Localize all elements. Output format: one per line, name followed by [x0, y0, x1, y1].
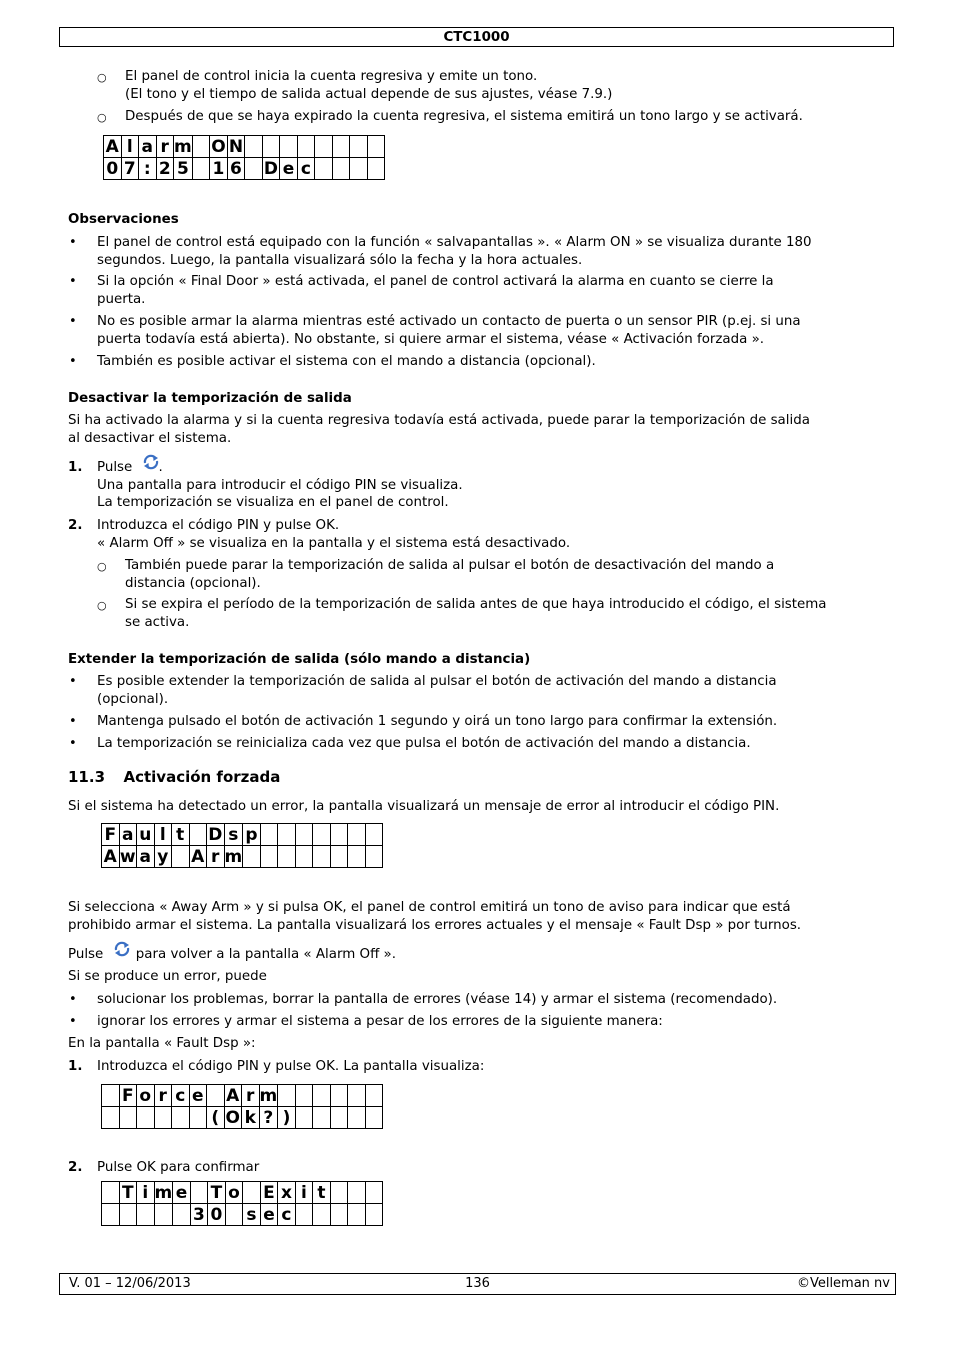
document-footer [59, 1273, 896, 1295]
step-item: Pulse . Una pantalla para introducir el código PIN se visualiza. La temporización se visualiza en el panel de control. [97, 460, 463, 510]
lcd-row: F o r c e A r m [102, 1085, 383, 1107]
list-item: La temporización se reinicializa cada vez que pulsa el botón de activación del mando a distancia. [97, 736, 751, 751]
circle-bullet: ○ [97, 111, 107, 124]
circle-bullet: ○ [97, 71, 107, 84]
list-item: Mantenga pulsado el botón de activación 1 segundo y oirá un tono largo para confirmar la extensión. [97, 714, 778, 729]
circle-bullet: ○ [97, 599, 107, 612]
footer-page-number: 136 [465, 1276, 490, 1291]
lcd-row: 3 0 s e c [102, 1204, 383, 1226]
step-number: 2. [68, 518, 83, 533]
sync-arrows-icon [142, 454, 160, 470]
lcd-display-alarm-on [103, 135, 385, 180]
list-item: No es posible armar la alarma mientras esté activado un contacto de puerta o un sensor PIR (p.ej. si una puerta todavía está abierta). No obstante, si quiere armar el sistema, véase « Activación forzada ». [97, 314, 801, 347]
section-heading-extender: Extender la temporización de salida (sólo mando a distancia) [68, 652, 531, 667]
footer-version: V. 01 – 12/06/2013 [69, 1276, 191, 1291]
list-item: Es posible extender la temporización de salida al pulsar el botón de activación del mando a distancia (opcional). [97, 674, 777, 707]
lcd-row: A l a r m O N [104, 136, 385, 158]
paragraph: En la pantalla « Fault Dsp »: [68, 1036, 256, 1051]
section-title-activacion-forzada: 11.3 Activación forzada [68, 768, 281, 786]
list-item: Después de que se haya expirado la cuenta regresiva, el sistema emitirá un tono largo y se activará. [125, 109, 803, 124]
bullet: • [69, 674, 77, 689]
paragraph: Pulse para volver a la pantalla « Alarm Off ». [68, 947, 397, 962]
bullet: • [69, 714, 77, 729]
section-heading-desactivar: Desactivar la temporización de salida [68, 391, 352, 406]
bullet: • [69, 736, 77, 751]
lcd-row: A w a y A r m [102, 846, 383, 868]
lcd-row: ( O k ? ) [102, 1107, 383, 1129]
step-item: Introduzca el código PIN y pulse OK. La pantalla visualiza: [97, 1059, 485, 1074]
step-number: 2. [68, 1160, 83, 1175]
circle-bullet: ○ [97, 560, 107, 573]
section-heading-observaciones: Observaciones [68, 212, 179, 227]
lcd-display-fault-dsp [101, 823, 383, 868]
document-title: CTC1000 [443, 30, 510, 45]
list-item: Si la opción « Final Door » está activada, el panel de control activará la alarma en cuanto se cierre la puerta. [97, 274, 774, 307]
list-item: Si se expira el período de la temporización de salida antes de que haya introducido el código, el sistema se activa. [125, 597, 827, 630]
bullet: • [69, 1014, 77, 1029]
bullet: • [69, 235, 77, 250]
list-item: El panel de control inicia la cuenta regresiva y emite un tono. (El tono y el tiempo de salida actual depende de sus ajustes, véase 7.9.) [125, 69, 613, 102]
document-header [59, 27, 894, 47]
lcd-row: 0 7 : 2 5 1 6 D e c [104, 158, 385, 180]
lcd-row: F a u l t D s p [102, 824, 383, 846]
step-number: 1. [68, 460, 83, 475]
list-item: También es posible activar el sistema con el mando a distancia (opcional). [97, 354, 596, 369]
bullet: • [69, 314, 77, 329]
paragraph: Si se produce un error, puede [68, 969, 267, 984]
step-item: Introduzca el código PIN y pulse OK. « Alarm Off » se visualiza en la pantalla y el sistema está desactivado. [97, 518, 571, 551]
lcd-display-time-to-exit [101, 1181, 383, 1226]
footer-company: ©Velleman nv [796, 1276, 890, 1291]
step-item: Pulse OK para confirmar [97, 1160, 260, 1175]
paragraph: Si selecciona « Away Arm » y si pulsa OK, el panel de control emitirá un tono de aviso para indicar que está prohibido armar el sistema. La pantalla visualizará los errores actuales y el mensaje « Fault Dsp » por turnos. [68, 900, 802, 933]
sync-arrows-icon [113, 941, 131, 957]
bullet: • [69, 274, 77, 289]
list-item: También puede parar la temporización de salida al pulsar el botón de desactivación del mando a distancia (opcional). [125, 558, 775, 591]
list-item: ignorar los errores y armar el sistema a pesar de los errores de la siguiente manera: [97, 1014, 663, 1029]
lcd-display-force-arm [101, 1084, 383, 1129]
step-number: 1. [68, 1059, 83, 1074]
bullet: • [69, 992, 77, 1007]
paragraph: Si el sistema ha detectado un error, la pantalla visualizará un mensaje de error al introducir el código PIN. [68, 799, 780, 814]
paragraph: Si ha activado la alarma y si la cuenta regresiva todavía está activada, puede parar la temporización de salida al desactivar el sistema. [68, 413, 810, 446]
bullet: • [69, 354, 77, 369]
list-item: solucionar los problemas, borrar la pantalla de errores (véase 14) y armar el sistema (recomendado). [97, 992, 778, 1007]
list-item: El panel de control está equipado con la función « salvapantallas ». « Alarm ON » se visualiza durante 180 segundos. Luego, la pantalla visualizará sólo la fecha y la hora actuales. [97, 235, 812, 268]
lcd-row: T i m e T o E x i t [102, 1182, 383, 1204]
